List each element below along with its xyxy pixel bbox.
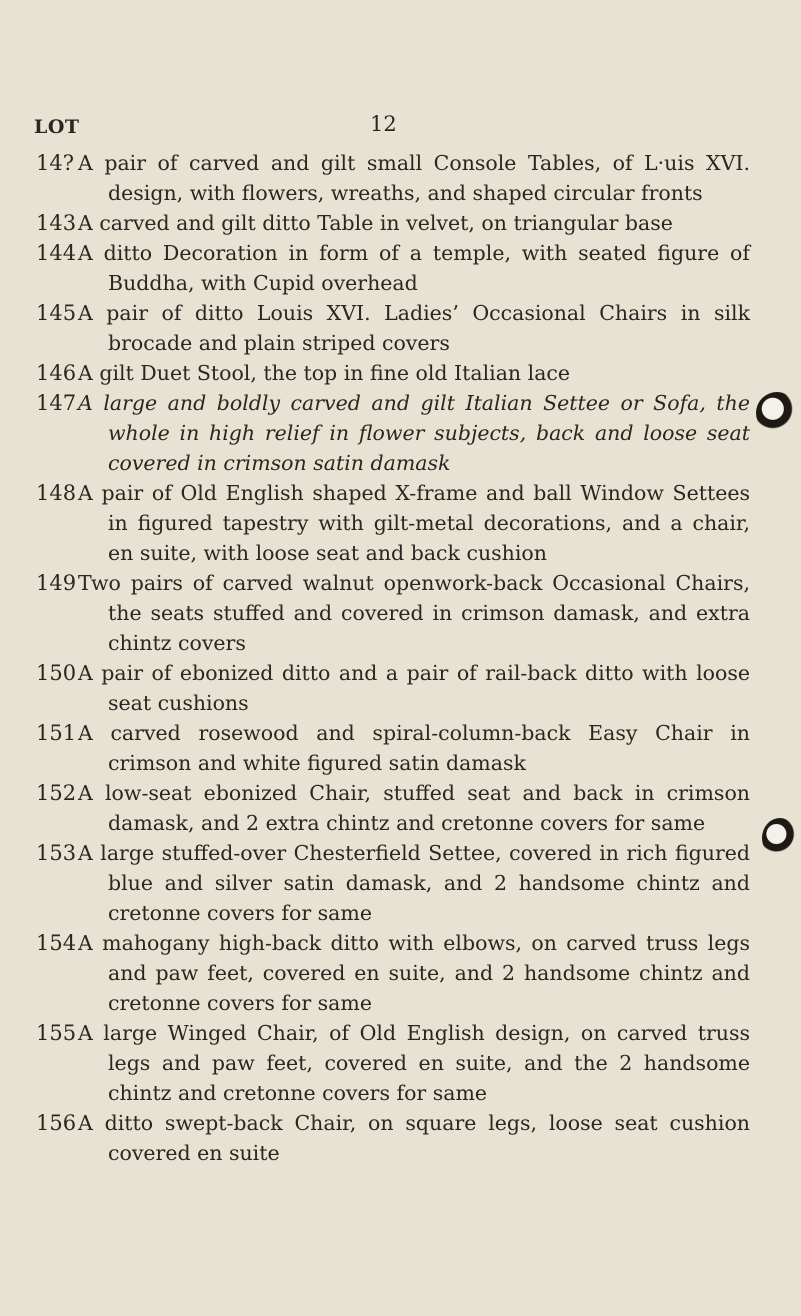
lot-number: 155	[36, 1021, 77, 1045]
lot-column-header: LOT	[34, 116, 80, 138]
lot-description: A pair of ebonized ditto and a pair of rail-back ditto with loose seat cushions	[78, 661, 750, 715]
lot-entry	[0, 1108, 801, 1168]
page-number: 12	[370, 112, 397, 136]
lot-entry	[0, 778, 801, 838]
lot-number: 146	[36, 361, 77, 385]
lot-number: 150	[36, 661, 77, 685]
lot-description: A large and boldly carved and gilt Italian Settee or Sofa, the whole in high relief in flower subjects, back and loose seat covered in crimson satin damask	[78, 391, 750, 475]
ink-mark-decoration	[762, 818, 798, 858]
lot-description: A pair of ditto Louis XVI. Ladies’ Occasional Chairs in silk brocade and plain striped covers	[78, 301, 750, 355]
lot-description: A large stuffed-over Chesterfield Settee, covered in rich figured blue and silver satin damask, and 2 handsome chintz and cretonne covers for same	[78, 841, 750, 925]
lot-description: Two pairs of carved walnut openwork-back Occasional Chairs, the seats stuffed and covered in crimson damask, and extra chintz covers	[78, 571, 750, 655]
lot-entry	[0, 148, 801, 208]
lot-number: 145	[36, 301, 77, 325]
lot-number: 14?	[36, 151, 74, 175]
lot-description: A gilt Duet Stool, the top in fine old Italian lace	[78, 361, 571, 385]
lot-number: 149	[36, 571, 77, 595]
lot-number: 154	[36, 931, 77, 955]
lot-entry	[0, 718, 801, 778]
lot-entry	[0, 298, 801, 358]
lot-entry	[0, 658, 801, 718]
lot-description: A large Winged Chair, of Old English design, on carved truss legs and paw feet, covered en suite, and the 2 handsome chintz and cretonne covers for same	[78, 1021, 750, 1105]
lot-description: A ditto swept-back Chair, on square legs, loose seat cushion covered en suite	[78, 1111, 750, 1165]
lot-description: A mahogany high-back ditto with elbows, on carved truss legs and paw feet, covered en suite, and 2 handsome chintz and cretonne covers for same	[78, 931, 750, 1015]
lot-description: A pair of carved and gilt small Console Tables, of L·uis XVI. design, with flowers, wreaths, and shaped circular fronts	[78, 151, 750, 205]
lot-entry	[0, 388, 801, 478]
lot-entry	[0, 928, 801, 1018]
lot-number: 148	[36, 481, 77, 505]
lot-entry	[0, 238, 801, 298]
lot-number: 153	[36, 841, 77, 865]
lot-number: 156	[36, 1111, 77, 1135]
lot-description: A low-seat ebonized Chair, stuffed seat and back in crimson damask, and 2 extra chintz and cretonne covers for same	[78, 781, 750, 835]
lot-entry	[0, 478, 801, 568]
lot-description: A pair of Old English shaped X-frame and ball Window Settees in figured tapestry with gilt-metal decorations, and a chair, en suite, with loose seat and back cushion	[78, 481, 750, 565]
lot-entry	[0, 1018, 801, 1108]
lot-number: 152	[36, 781, 77, 805]
lot-entry	[0, 208, 801, 238]
lot-number: 143	[36, 211, 77, 235]
lot-number: 144	[36, 241, 77, 265]
lot-entry	[0, 838, 801, 928]
lot-number: 151	[36, 721, 77, 745]
lot-entry	[0, 568, 801, 658]
lot-description: A carved and gilt ditto Table in velvet, on triangular base	[78, 211, 673, 235]
lot-list	[0, 148, 801, 1168]
lot-description: A ditto Decoration in form of a temple, with seated figure of Buddha, with Cupid overhead	[78, 241, 750, 295]
lot-number: 147	[36, 391, 77, 415]
lot-entry	[0, 358, 801, 388]
lot-description: A carved rosewood and spiral-column-back Easy Chair in crimson and white figured satin damask	[78, 721, 750, 775]
ink-mark-decoration	[756, 392, 798, 434]
